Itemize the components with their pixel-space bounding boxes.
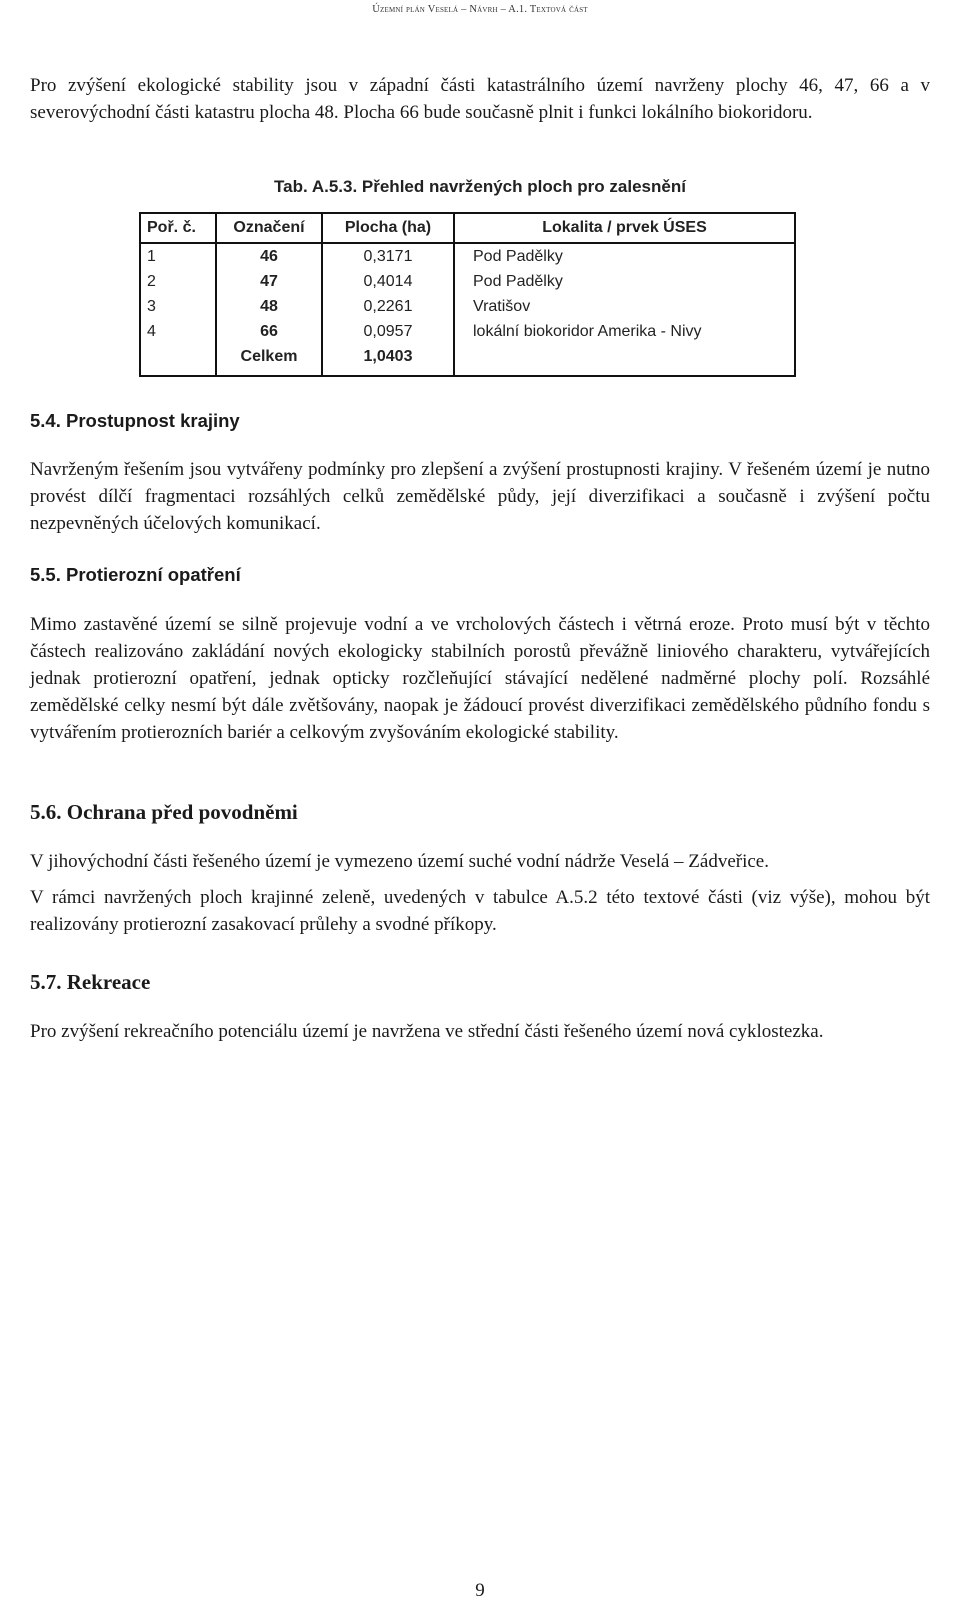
cell-location: Vratišov	[473, 297, 531, 315]
cell-location: lokální biokoridor Amerika - Nivy	[473, 322, 702, 340]
cell-area: 0,2261	[322, 294, 454, 319]
cell-id: 47	[216, 269, 322, 294]
table-row	[140, 269, 795, 294]
col-header-location: Lokalita / prvek ÚSES	[454, 213, 795, 243]
section-heading-protierozni: 5.5. Protierozní opatření	[30, 564, 241, 585]
cell-order: 4	[140, 319, 216, 344]
cell-id: 46	[216, 243, 322, 269]
cell-order: 2	[140, 269, 216, 294]
table-total-row	[140, 344, 795, 376]
cell-area: 0,0957	[322, 319, 454, 344]
total-value: 1,0403	[322, 344, 454, 376]
section-heading-povodne: 5.6. Ochrana před povodněmi	[30, 800, 298, 824]
cell-empty	[140, 344, 216, 376]
cell-id: 66	[216, 319, 322, 344]
total-label: Celkem	[216, 344, 322, 376]
section-paragraph: V jihovýchodní části řešeného území je vymezeno území suché vodní nádrže Veselá – Zádveřice.	[30, 851, 769, 872]
section-paragraph: Mimo zastavěné území se silně projevuje vodní a ve vrcholových částech i větrná eroze. Proto musí být v těchto částech realizováno zakládání nových ekologicky stabilních porostů převážně liniového charakteru, vytvářejících jednak protierozní opatření, jednak opticky rozčleňující stávající nedělené nadměrné plochy polí. Rozsáhlé zemědělské celky nesmí být dále zvětšovány, naopak je žádoucí provést diverzifikaci zemědělského půdního fondu s vytvářením protierozních bariér a celkovým zvyšováním ekologické stability.	[30, 614, 930, 743]
col-header-area: Plocha (ha)	[322, 213, 454, 243]
cell-area: 0,4014	[322, 269, 454, 294]
cell-order: 1	[140, 243, 216, 269]
cell-area: 0,3171	[322, 243, 454, 269]
section-paragraph: Navrženým řešením jsou vytvářeny podmínky pro zlepšení a zvýšení prostupnosti krajiny. V řešeném území je nutno provést dílčí fragmentaci rozsáhlých celků zemědělské půdy, její diverzifikaci a současně i zvýšení počtu nezpevněných účelových komunikací.	[30, 459, 930, 534]
afforestation-table	[139, 212, 796, 377]
table-row	[140, 243, 795, 269]
table-caption: Tab. A.5.3. Přehled navržených ploch pro zalesnění	[274, 177, 686, 196]
cell-location: Pod Padělky	[473, 247, 563, 265]
col-header-order: Poř. č.	[140, 213, 216, 243]
intro-paragraph: Pro zvýšení ekologické stability jsou v západní části katastrálního území navrženy plochy 46, 47, 66 a v severovýchodní části katastru plocha 48. Plocha 66 bude současně plnit i funkci lokálního biokoridoru.	[30, 75, 930, 123]
table-row	[140, 294, 795, 319]
col-header-id: Označení	[216, 213, 322, 243]
cell-id: 48	[216, 294, 322, 319]
cell-empty	[454, 344, 795, 376]
page-number: 9	[475, 1580, 485, 1601]
cell-location: Pod Padělky	[473, 272, 563, 290]
table-header-row	[140, 213, 795, 243]
section-paragraph: Pro zvýšení rekreačního potenciálu území je navržena ve střední části řešeného území nová cyklostezka.	[30, 1021, 824, 1042]
section-paragraph: V rámci navržených ploch krajinné zeleně, uvedených v tabulce A.5.2 této textové části (viz výše), mohou být realizovány protierozní zasakovací průlehy a svodné příkopy.	[30, 887, 930, 935]
section-heading-rekreace: 5.7. Rekreace	[30, 970, 151, 994]
section-heading-prostupnost: 5.4. Prostupnost krajiny	[30, 410, 240, 431]
cell-order: 3	[140, 294, 216, 319]
table-row	[140, 319, 795, 344]
page-header: Územní plán Veselá – Návrh – A.1. Textová část	[372, 4, 588, 15]
